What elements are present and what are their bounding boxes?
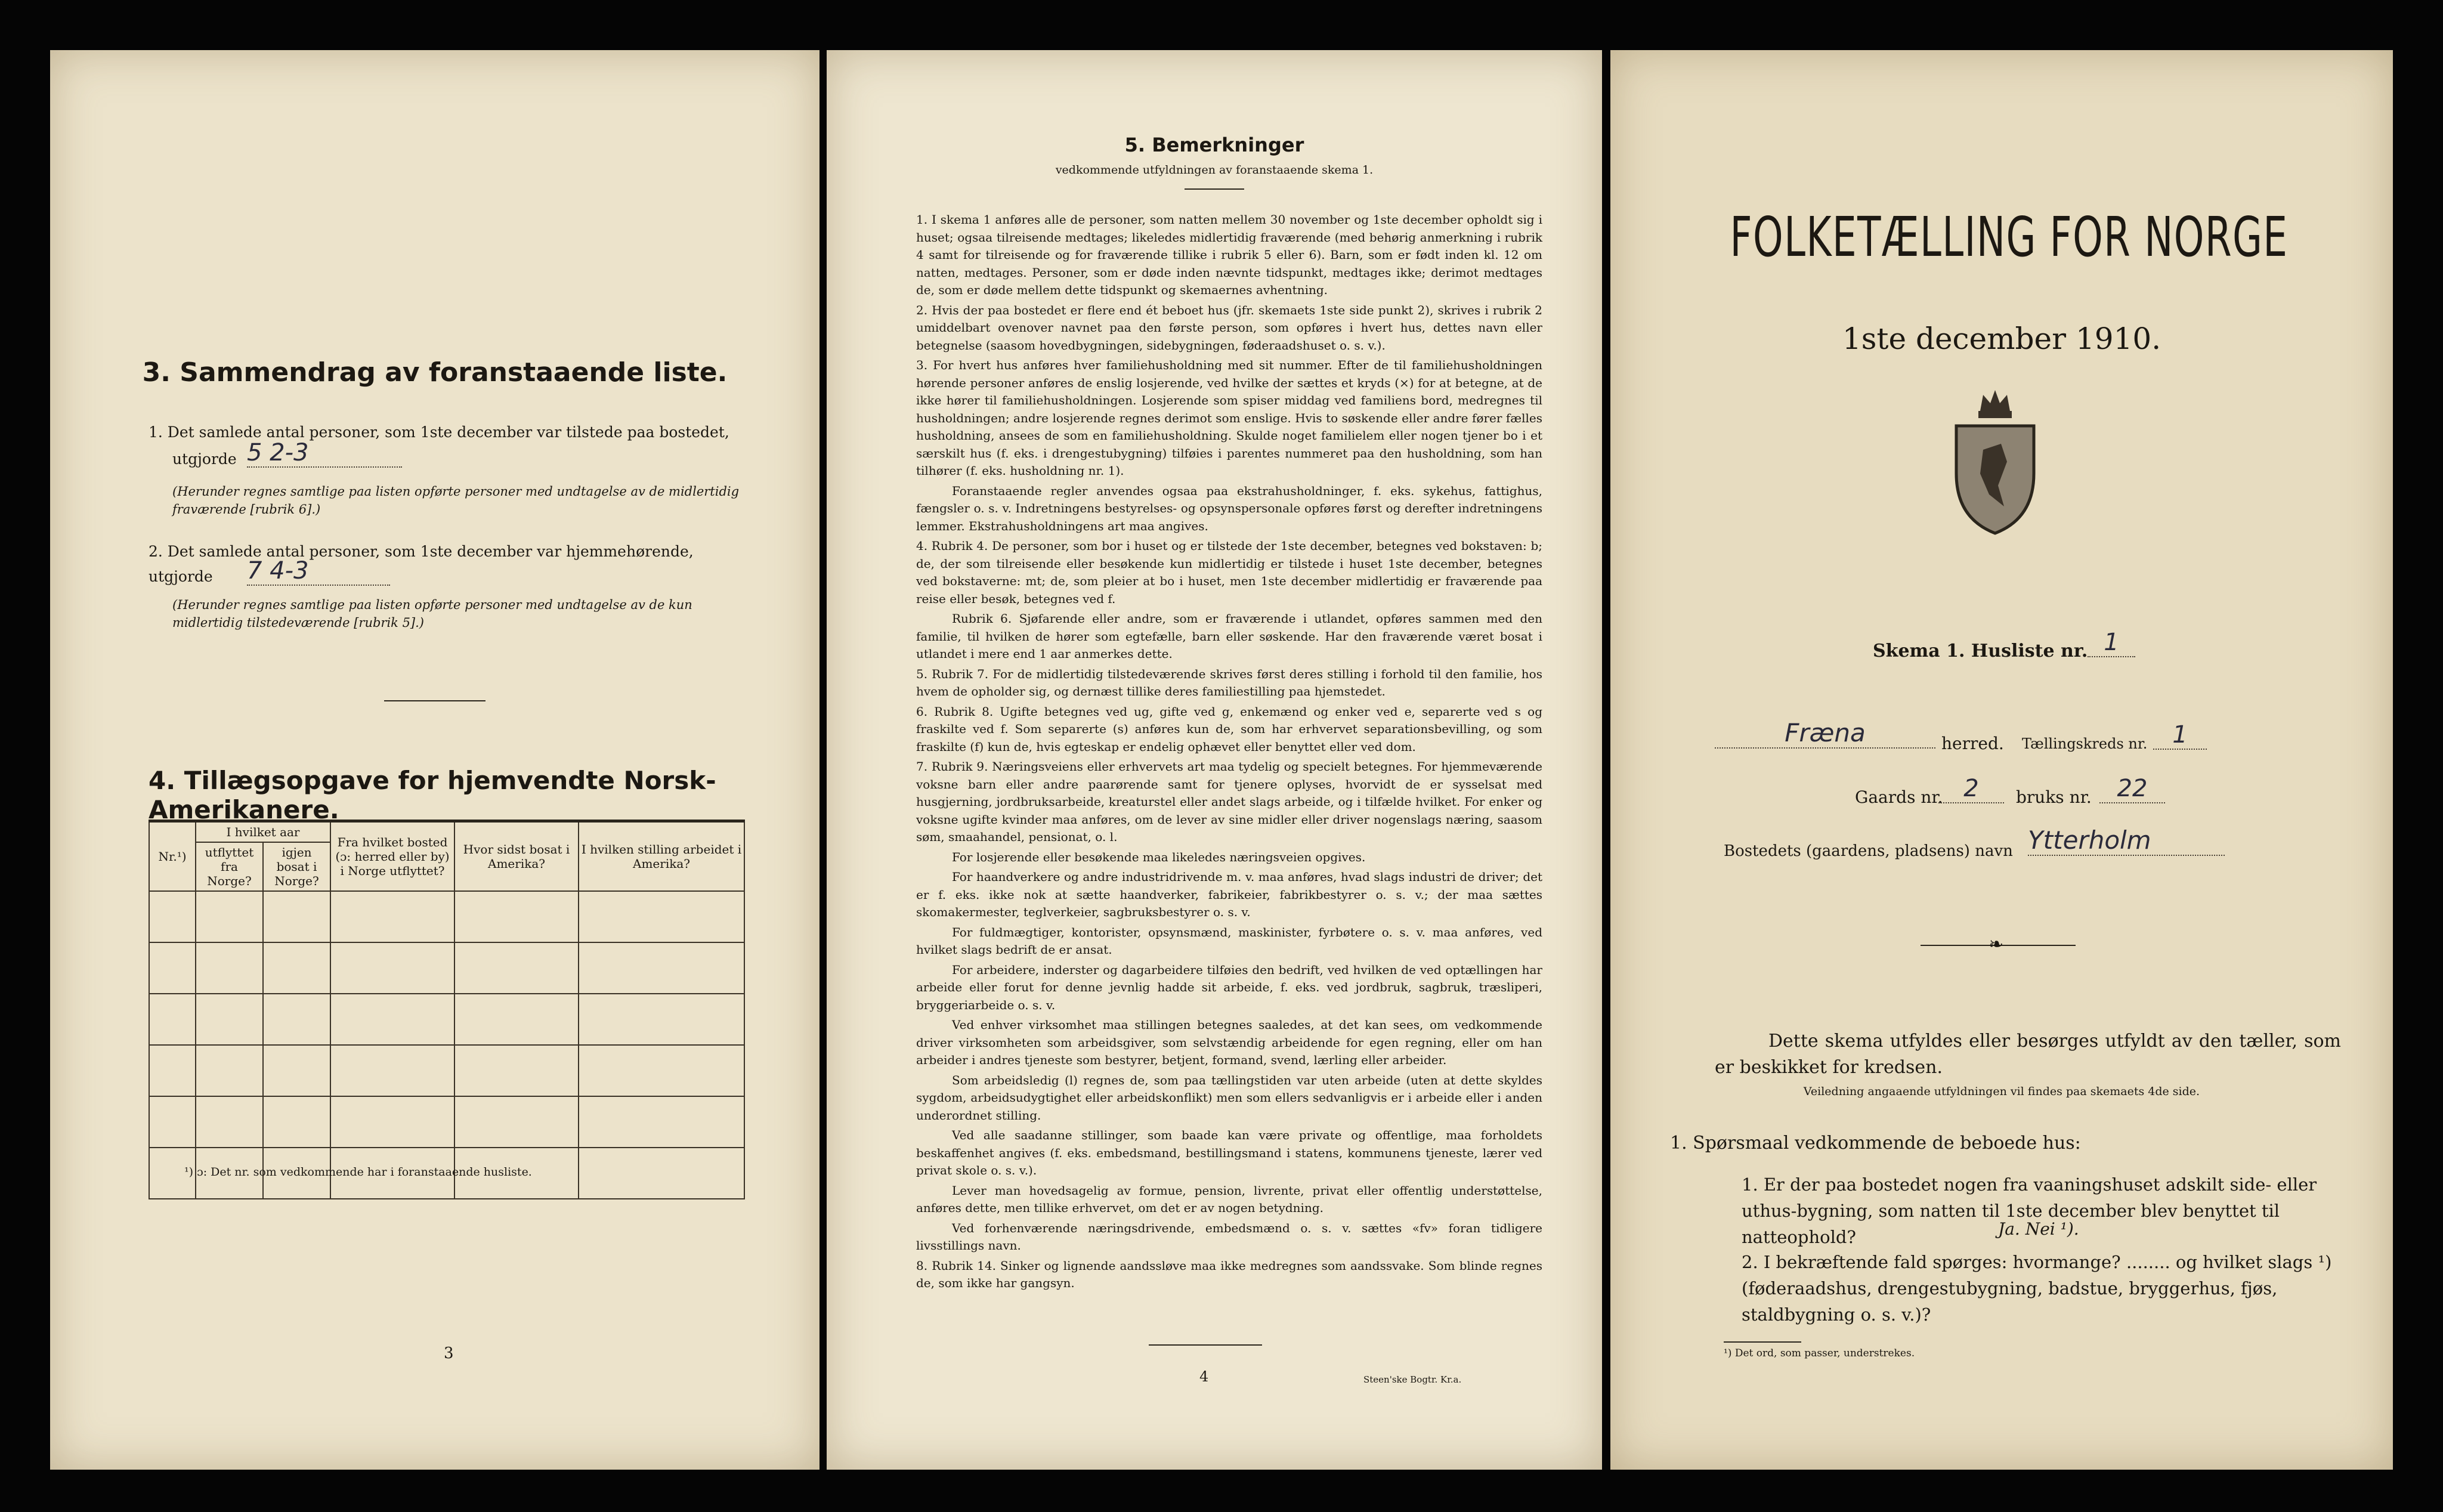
question-1-1-answer: Ja. Nei ¹). (1998, 1219, 2079, 1239)
section-3-title: 3. Sammendrag av foranstaaende liste. (142, 357, 728, 388)
remark-paragraph: Foranstaaende regler anvendes ogsaa paa ekstrahusholdninger, f. eks. sykehus, fattighus, fængsler o. s. v. Indretningens bestyrelses- og opsynspersonale opføres først og derefter indretningens lemmer. Ekstrahusholdningens art maa angives. (916, 483, 1542, 533)
table-row (149, 1045, 744, 1096)
table-row (149, 891, 744, 942)
col-from-place: Fra hvilket bosted (ɔ: herred eller by) i Norge utflyttet? (330, 821, 454, 892)
table-cell (330, 1096, 454, 1148)
question-1-1: 1. Er der paa bostedet nogen fra vaaningshuset adskilt side- eller uthus-bygning, som natten til 1ste december blev benyttet til natteophold? (1742, 1174, 2317, 1247)
norsk-amerikanere-table (149, 820, 745, 1199)
remark-paragraph: 5. Rubrik 7. For de midlertidig tilstedeværende skrives først deres stilling i forhold til den familie, hos hvem de opholder sig, og dernæst tillike deres familiestilling paa hjemstedet. (916, 666, 1542, 698)
item-2-note: (Herunder regnes samtlige paa listen opførte personer med undtagelse av de kun midlertidig tilstedeværende [rubrik 5].) (172, 598, 692, 630)
section-4-title: 4. Tillægsopgave for hjemvendte Norsk-Amerikanere. (149, 766, 716, 824)
gaards-label: Gaards nr. (1855, 787, 1943, 807)
table-cell (149, 891, 196, 942)
col-group-year: I hvilket aar (196, 821, 330, 843)
census-date: 1ste december 1910. (1842, 321, 2161, 356)
remark-paragraph: 8. Rubrik 14. Sinker og lignende aandssløve maa ikke medregnes som aandssvake. Som blinde regnes de, som ikke har gangsyn. (916, 1258, 1542, 1290)
col-returned: igjen bosat i Norge? (263, 842, 330, 891)
remark-paragraph: Rubrik 6. Sjøfarende eller andre, som er fraværende i utlandet, opføres sammen med den familie, til hvilken de hører som egtefælle, barn eller søskende. Har den fraværende været bosat i utlandet i mere end 1 aar anmerkes dette. (916, 611, 1542, 661)
table-cell (330, 994, 454, 1045)
page-number-3: 3 (444, 1344, 454, 1362)
table-cell (196, 942, 263, 994)
table-cell (149, 1096, 196, 1148)
guidance-text: Veiledning angaaende utfyldningen vil findes paa skemaets 4de side. (1803, 1085, 2200, 1098)
remark-paragraph: For losjerende eller besøkende maa likeledes næringsveien opgives. (952, 849, 1366, 864)
item-1-label: utgjorde (172, 450, 237, 468)
remark-paragraph: Lever man hovedsagelig av formue, pension, livrente, privat eller offentlig understøttelse, anføres dette, men tillike erhvervet, om det er av nogen betydning. (916, 1183, 1542, 1215)
item-1-note: (Herunder regnes samtlige paa listen opførte personer med undtagelse av de midlertidig fraværende [rubrik 6].) (172, 484, 740, 517)
table-row (149, 942, 744, 994)
remark-paragraph: 2. Hvis der paa bostedet er flere end ét beboet hus (jfr. skemaets 1ste side punkt 2), skrives i rubrik 2 umiddelbart ovenover navnet paa den første person, som opføres i hvert hus, dettes navn eller betegnelse (saasom hovedbygningen, sidebygningen, føderaadshuset o. s. v.). (916, 302, 1542, 353)
question-1-2: 2. I bekræftende fald spørges: hvormange? ........ og hvilket slags ¹) (føderaadshus, drengestubygning, badstue, bryggerhus, fjøs, staldbygning o. s. v.)? (1742, 1252, 2332, 1325)
table-cell (196, 994, 263, 1045)
table-cell (454, 942, 579, 994)
schema-label: Skema 1. Husliste nr. (1873, 641, 2088, 661)
page-3 (50, 50, 820, 1470)
bosted-label: Bostedets (gaardens, pladsens) navn (1724, 842, 2013, 860)
col-nr: Nr.¹) (149, 821, 196, 892)
table-cell (263, 1045, 330, 1096)
remark-paragraph: 1. I skema 1 anføres alle de personer, som natten mellem 30 november og 1ste december opholdt sig i huset; ogsaa tilreisende medtages; likeledes midlertidig fraværende (med behørig anmerkning i rubrik 4 samt for tilreisende og for fraværende tillike i rubrik 5 eller 6). Barn, som er født inden kl. 12 om natten, medtages. Personer, som er døde inden nævnte tidspunkt, medtages ikke; derimot medtages de, som er døde mellem dette tidspunkt og skemaernes avhentning. (916, 212, 1542, 297)
table-row (149, 1096, 744, 1148)
table-cell (196, 891, 263, 942)
page-1 (1610, 50, 2393, 1470)
coat-of-arms-icon (1947, 384, 2043, 539)
remark-paragraph: Ved enhver virksomhet maa stillingen betegnes saaledes, at det kan sees, om vedkommende driver virksomheten som arbeidsgiver, som selvstændig arbeidende for egen regning, eller om han arbeider i andres tjeneste som bestyrer, betjent, formand, svend, lærling eller arbeider. (916, 1018, 1542, 1067)
table-cell (579, 994, 744, 1045)
kreds-label: Tællingskreds nr. (2022, 735, 2148, 752)
census-title: FOLKETÆLLING FOR NORGE (1730, 205, 2289, 269)
remark-paragraph: Ved alle saadanne stillinger, som baade kan være private og offentlige, maa forholdets beskaffenhet angives (f. eks. embedsmand, bestillingsmand i statens, kommunens tjeneste, lærer ved privat skole o. s. v.). (916, 1128, 1542, 1177)
printer-mark: Steen'ske Bogtr. Kr.a. (1363, 1374, 1462, 1385)
table-cell (263, 994, 330, 1045)
remarks-list (916, 211, 1542, 1295)
table-cell (579, 1045, 744, 1096)
item-1-text: 1. Det samlede antal personer, som 1ste december var tilstede paa bostedet, (149, 423, 729, 441)
table-cell (149, 1045, 196, 1096)
table-cell (149, 994, 196, 1045)
table-cell (454, 994, 579, 1045)
ornament-icon: ❧ (1989, 934, 2004, 955)
table-cell (263, 1096, 330, 1148)
gaards-value: 2 (1938, 775, 2004, 803)
remarks-subtitle: vedkommende utfyldningen av foranstaaende skema 1. (1055, 163, 1374, 177)
item-1-value: 5 2-3 (247, 439, 402, 468)
remark-paragraph: Som arbeidsledig (l) regnes de, som paa tællingstiden var uten arbeide (uten at dette skyldes sygdom, arbeidsudygtighet eller arbeidskonflikt) men som ellers sedvanligvis er i arbeide eller i anden underordnet stilling. (916, 1072, 1542, 1123)
page1-footnote: ¹) Det ord, som passer, understrekes. (1724, 1347, 1915, 1359)
intro-text: Dette skema utfyldes eller besørges utfyldt av den tæller, som er beskikket for kredsen. (1715, 1031, 2341, 1078)
herred-label: herred. (1941, 734, 2004, 753)
remark-paragraph: 7. Rubrik 9. Næringsveiens eller erhvervets art maa tydelig og specielt betegnes. For hjemmeværende voksne barn eller andre paarørende samt for tjenere oplyses, hvorvidt de er sysselsat med husgjerning, jordbruksarbeide, kreaturstel eller andet slags arbeide, og i tilfælde hvilket. For enker og voksne ugifte kvinder maa anføres, om de lever av sine midler eller driver nogenslags næring, saasom søm, smaahandel, pensionat, o. l. (916, 759, 1542, 844)
table-cell (330, 891, 454, 942)
item-2-value: 7 4-3 (247, 557, 390, 586)
title-wrap (1610, 205, 2393, 269)
table-cell (454, 1045, 579, 1096)
bruks-label: bruks nr. (2016, 787, 2092, 807)
herred-value: Fræna (1715, 718, 1935, 749)
table-cell (330, 1045, 454, 1096)
bosted-value: Ytterholm (2028, 825, 2225, 856)
col-position: I hvilken stilling arbeidet i Amerika? (579, 821, 744, 892)
table-cell (196, 1096, 263, 1148)
kreds-value: 1 (2153, 721, 2207, 750)
remark-paragraph: Ved forhenværende næringsdrivende, embedsmænd o. s. v. sættes «fv» foran tidligere livsstillings navn. (916, 1220, 1542, 1253)
table-row (149, 994, 744, 1045)
remark-paragraph: 4. Rubrik 4. De personer, som bor i huset og er tilstede der 1ste december, betegnes ved bokstaven: b; de, der som tilreisende eller besøkende kun midlertidig er tilstede i huset 1ste december, betegnes ved bokstaverne: mt; de, som pleier at bo i huset, men 1ste december midlertidig er fraværende paa reise eller besøk, betegnes ved f. (916, 539, 1542, 606)
subtitle-rule (1185, 188, 1244, 190)
table-cell (149, 942, 196, 994)
remark-paragraph: For haandverkere og andre industridrivende m. v. maa anføres, hvad slags industri de driver; det er f. eks. ikke nok at sætte haandverker, fabrikeier, fabrikbestyrer o. s. v.; der maa sættes skomakermester, teglverkeier, sagbruksbestyrer o. s. v. (916, 870, 1542, 919)
col-emigrated: utflyttet fra Norge? (196, 842, 263, 891)
table-body (149, 891, 744, 1199)
end-rule (1149, 1344, 1262, 1346)
husliste-nr: 1 (2088, 629, 2135, 657)
footnote-rule (1724, 1341, 1801, 1343)
table-cell (330, 942, 454, 994)
table-cell (263, 942, 330, 994)
remark-paragraph: For arbeidere, inderster og dagarbeidere tilføies den bedrift, ved hvilken de ved optællingen har arbeide eller forut for denne jevnlig hadde sit arbeide, f. eks. ved jordbruk, sagbruk, træsliperi, bryggeriarbeide o. s. v. (916, 962, 1542, 1012)
remark-paragraph: 3. For hvert hus anføres hver familiehusholdning med sit nummer. Efter de til familiehusholdningen hørende personer anføres de enslig losjerende, ved hvilke der sættes et kryds (×) for at betegne, at de ikke hører til familiehusholdningen. Losjerende som spiser middag ved familiens bord, medregnes til husholdningen; andre losjerende regnes derimot som enslige. Hvis to søskende eller andre fører fælles husholdning, ansees de som en familiehusholdning. Skulde noget familielem eller nogen tjener bo i et særskilt hus (f. eks. i drengestubygning) tilføies i parentes nummeret paa den husholdning, som han tilhører (f. eks. husholdning nr. 1). (916, 358, 1542, 478)
divider (384, 700, 485, 701)
col-where-last: Hvor sidst bosat i Amerika? (454, 821, 579, 892)
footnote: ¹) ɔ: Det nr. som vedkommende har i foranstaaende husliste. (184, 1165, 532, 1179)
table-cell (454, 1096, 579, 1148)
table-cell (454, 891, 579, 942)
table-cell (579, 942, 744, 994)
table-cell (263, 891, 330, 942)
table-cell (579, 1148, 744, 1199)
remarks-title: 5. Bemerkninger (1124, 134, 1304, 156)
question-1-title: 1. Spørsmaal vedkommende de beboede hus: (1670, 1133, 2081, 1154)
table-cell (196, 1045, 263, 1096)
page-4 (827, 50, 1602, 1470)
table-cell (579, 1096, 744, 1148)
item-2-text: 2. Det samlede antal personer, som 1ste december var hjemmehørende, utgjorde (149, 543, 694, 585)
bruks-value: 22 (2099, 775, 2165, 803)
table-cell (579, 891, 744, 942)
remark-paragraph: For fuldmægtiger, kontorister, opsynsmænd, maskinister, fyrbøtere o. s. v. maa anføres, ved hvilket slags bedrift de er ansat. (916, 924, 1542, 957)
page-number-4: 4 (1199, 1368, 1209, 1385)
remark-paragraph: 6. Rubrik 8. Ugifte betegnes ved ug, gifte ved g, enkemænd og enker ved e, separerte ved s og fraskilte ved f. Som separerte (s) anføres kun de, som har erhvervet separationsbevilling, og som fraskilte (f) kun de, hvis egteskap er endelig ophævet eller benyttet eller ved dom. (916, 704, 1542, 754)
